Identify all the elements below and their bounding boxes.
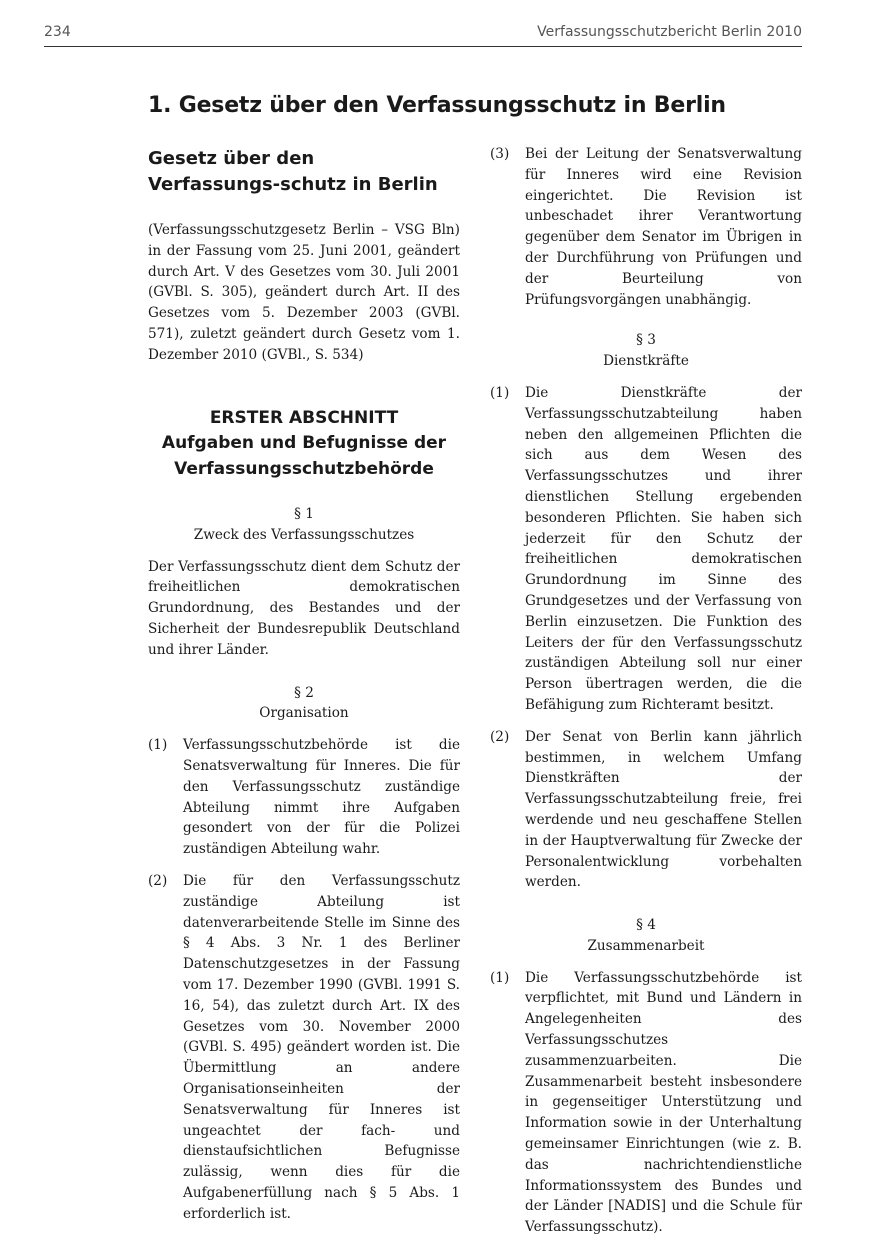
paragraph-sign: § 1 bbox=[294, 506, 314, 523]
paragraph-title: Dienstkräfte bbox=[603, 353, 689, 370]
item-text: Die für den Verfassungsschutz zuständige Abteilung ist datenverarbeitende Stelle im Sinne des § 4 Abs. 3 Nr. 1 des Berliner Datenschutzgesetzes in der Fassung vom 17. Dezember 1990 (GVBl. 1991 S. 16, 54), das zuletzt durch Art. IX des Gesetzes vom 30. November 2000 (GVBl. S. 495) geändert worden ist. Die Übermittlung an andere Organisationseinheiten der Senatsverwaltung für Inneres ist ungeachtet der fach- und dienstaufsichtlichen Befugnisse zulässig, wenn dies für die Aufgabenerfüllung nach § 5 Abs. 1 erforderlich ist. bbox=[183, 873, 460, 1222]
paragraph-text: Der Verfassungsschutz dient dem Schutz der freiheitlichen demokratischen Grundordnung, des Bestandes und der Sicherheit der Bundesrepublik Deutschland und ihrer Länder. bbox=[148, 558, 460, 658]
paragraph-3 bbox=[490, 330, 802, 893]
law-title: Gesetz über den Verfassungs-schutz in Berlin bbox=[148, 148, 438, 195]
item-text: Bei der Leitung der Senatsverwaltung für Inneres wird eine Revision eingerichtet. Die Revision ist unbeschadet ihrer Verantwortung gegenüber dem Senator im Übrigen in der Durchführung von Prüfungen und der Beurteilung von Prüfungsvorgängen unabhängig. bbox=[525, 146, 802, 308]
running-head bbox=[44, 22, 802, 47]
item-number: (3) bbox=[490, 146, 510, 162]
list-item bbox=[490, 144, 802, 310]
paragraph-sign: § 2 bbox=[294, 684, 314, 701]
page-number: 234 bbox=[44, 24, 71, 40]
list-item bbox=[148, 871, 460, 1225]
right-column bbox=[490, 144, 802, 1238]
item-number: (2) bbox=[490, 728, 510, 745]
section-number: ERSTER ABSCHNITT bbox=[209, 407, 399, 428]
list-item bbox=[490, 383, 802, 716]
item-number: (2) bbox=[148, 873, 168, 890]
paragraph-4 bbox=[490, 915, 802, 1238]
paragraph-title: Organisation bbox=[259, 705, 349, 722]
paragraph-sign: § 3 bbox=[636, 332, 656, 349]
chapter-title: 1. Gesetz über den Verfassungsschutz in Berlin bbox=[148, 93, 726, 118]
item-text: Verfassungsschutzbehörde ist die Senatsverwaltung für Inneres. Die für den Verfassungsschutz zuständige Abteilung nimmt ihre Aufgaben gesondert von der für die Polizei zuständigen Abteilung wahr. bbox=[183, 737, 460, 858]
item-text: Der Senat von Berlin kann jährlich bestimmen, in welchem Umfang Dienstkräften der Verfassungsschutzabteilung freie, frei werdende und neu geschaffene Stellen in der Hauptverwaltung für Zwecke der Personalentwicklung vorbehalten werden. bbox=[525, 728, 802, 891]
item-text: Die Dienstkräfte der Verfassungsschutzabteilung haben neben den allgemeinen Pflichten die sich aus dem Wesen des Verfassungsschutzes und ihrer dienstlichen Stellung ergebenden besonderen Pflichten. Sie haben sich jederzeit für den Schutz der freiheitlichen demokratischen Grundordnung im Sinne des Grundgesetzes und der Verfassung von Berlin einzusetzen. Die Funktion des Leiters der für den Verfassungsschutz zuständigen Abteilung soll nur einer Person übertragen werden, die die Befähigung zum Richteramt besitzt. bbox=[525, 384, 802, 713]
paragraph-sign: § 4 bbox=[636, 917, 656, 934]
left-column bbox=[148, 144, 460, 1225]
section-title-line-2: Verfassungsschutzbehörde bbox=[174, 458, 434, 479]
running-title: Verfassungsschutzbericht Berlin 2010 bbox=[537, 24, 802, 40]
list-item bbox=[148, 735, 460, 860]
item-number: (1) bbox=[490, 384, 510, 401]
list-item bbox=[490, 968, 802, 1238]
law-source: (Verfassungsschutzgesetz Berlin – VSG Bln) in der Fassung vom 25. Juni 2001, geändert durch Art. V des Gesetzes vom 30. Juli 2001 (GVBl. S. 305), geändert durch Art. II des Gesetzes vom 5. Dezember 2003 (GVBl. 571), zuletzt geändert durch Gesetz vom 1. Dezember 2010 (GVBl., S. 534) bbox=[148, 222, 460, 363]
paragraph-title: Zweck des Verfassungsschutzes bbox=[193, 526, 415, 543]
list-item bbox=[490, 727, 802, 893]
section-title-line-1: Aufgaben und Befugnisse der bbox=[161, 433, 447, 454]
section-heading bbox=[148, 406, 460, 483]
item-number: (1) bbox=[148, 737, 168, 754]
item-text: Die Verfassungsschutzbehörde ist verpflichtet, mit Bund und Ländern in Angelegenheiten des Verfassungsschutzes zusammenzuarbeiten. Die Zusammenarbeit besteht insbesondere in gegenseitiger Unterstützung und Information sowie in der Unterhaltung gemeinsamer Einrichtungen (wie z. B. das nachrichtendienstliche Informationssystem des Bundes und der Länder [NADIS] und die Schule für Verfassungsschutz). bbox=[525, 969, 802, 1236]
paragraph-2 bbox=[148, 683, 460, 1225]
item-number: (1) bbox=[490, 969, 510, 986]
paragraph-title: Zusammenarbeit bbox=[587, 937, 705, 954]
paragraph-1 bbox=[148, 504, 460, 661]
